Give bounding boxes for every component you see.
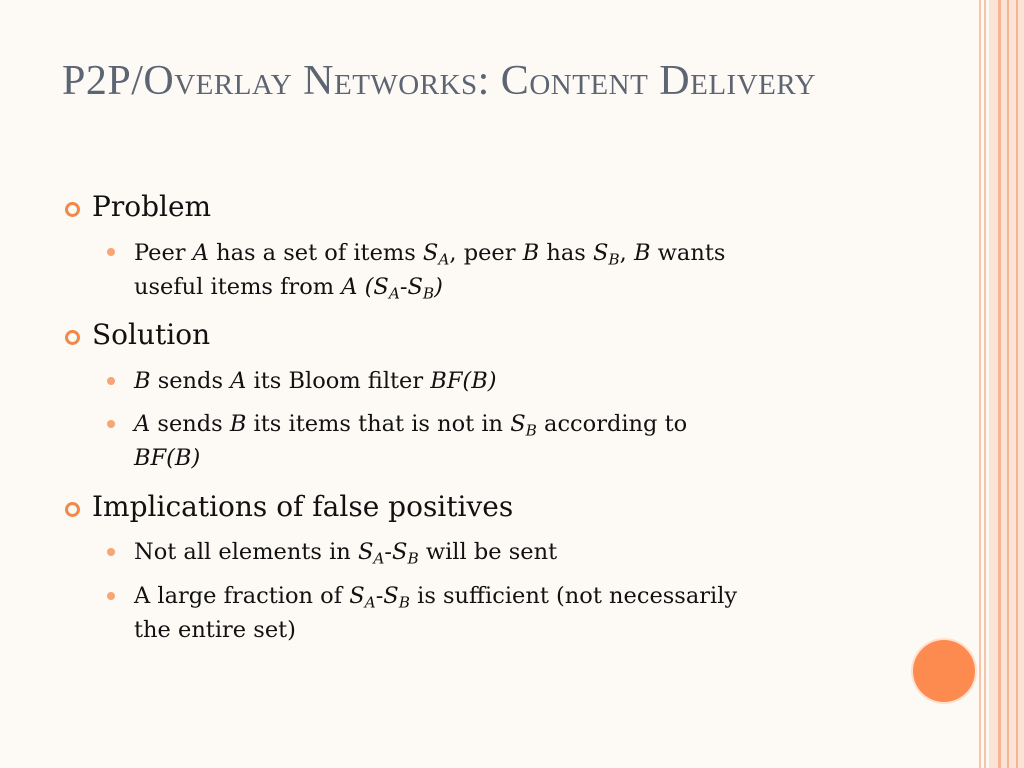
decor-stripe <box>979 0 981 768</box>
decor-stripe <box>984 0 986 768</box>
ring-bullet-icon <box>65 202 80 217</box>
bullet-text: B sends A its Bloom filter BF(B) <box>134 368 497 394</box>
section-heading-problem: Problem <box>92 190 212 223</box>
ring-bullet-icon <box>65 502 80 517</box>
ring-bullet-icon <box>65 330 80 345</box>
dot-bullet-icon <box>107 420 115 428</box>
decor-stripe <box>1016 0 1018 768</box>
dot-bullet-icon <box>107 248 115 256</box>
bullet-text: Not all elements in $S_A-S_B$ will be sent <box>134 539 558 568</box>
section-heading-implications: Implications of false positives <box>92 490 514 523</box>
bullet-text-continued: useful items from A $(S_A-S_B)$ <box>134 274 443 303</box>
bullet-text-continued: BF(B) <box>134 445 201 471</box>
orange-circle-icon <box>913 640 975 702</box>
bullet-text: Peer A has a set of items $S_A$, peer B has $S_B$, B wants <box>134 240 726 269</box>
slide-title: P2P/Overlay Networks: Content Delivery <box>62 58 817 104</box>
bullet-text: A sends B its items that is not in $S_B$ according to <box>134 411 688 440</box>
dot-bullet-icon <box>107 377 115 385</box>
bullet-text-continued: the entire set) <box>134 617 296 643</box>
decor-stripe <box>1007 0 1009 768</box>
bullet-text: A large fraction of $S_A-S_B$ is sufficient (not necessarily <box>134 583 738 612</box>
section-heading-solution: Solution <box>92 318 211 351</box>
dot-bullet-icon <box>107 548 115 556</box>
dot-bullet-icon <box>107 592 115 600</box>
decor-stripe <box>998 0 1001 768</box>
